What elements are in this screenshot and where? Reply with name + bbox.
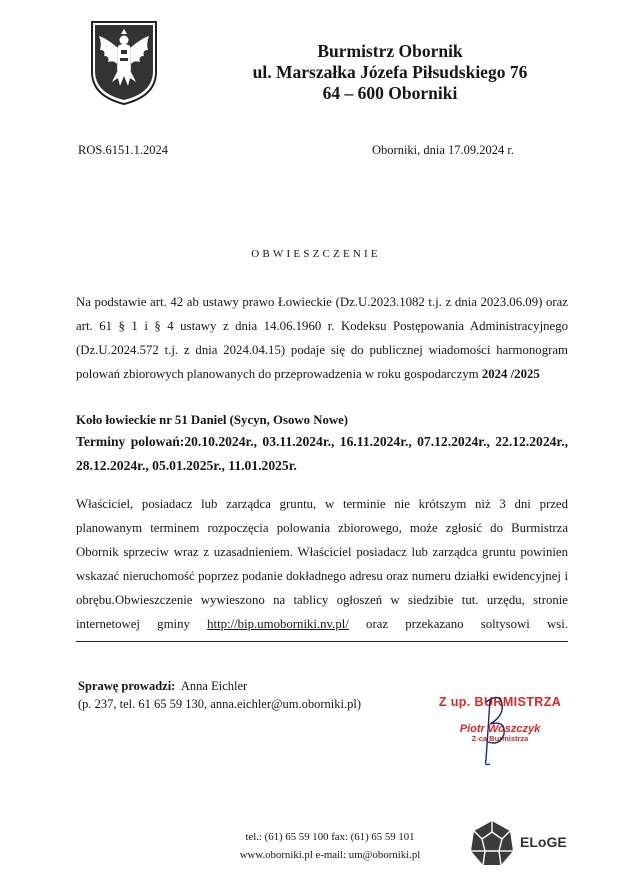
stamp-line-1: Z up. BURMISTRZA <box>438 695 562 709</box>
authority-street: ul. Marszałka Józefa Piłsudskiego 76 <box>252 62 528 82</box>
coat-of-arms-eagle-icon <box>90 20 158 106</box>
contact-label: Sprawę prowadzi: <box>78 679 176 693</box>
season: 2024 /2025 <box>481 367 540 381</box>
bip-link[interactable]: http://bip.umoborniki.nv.pl/ <box>207 617 349 631</box>
hunting-dates <box>76 430 568 478</box>
hunting-club: Koło łowieckie nr 51 Daniel (Sycyn, Osowo Nowe) <box>76 413 349 427</box>
contact-details: (p. 237, tel. 61 65 59 130, anna.eichler@um.oborniki.pl) <box>78 697 361 711</box>
notice-paragraph-2 <box>76 588 568 636</box>
authority-name: Burmistrz Obornik <box>317 41 463 61</box>
notice-paragraph-1: Właściciel, posiadacz lub zarządca gruntu, w terminie nie krótszym niż 3 dni przed planowanym terminem rozpoczęcia polowania zbiorowego, może zgłosić do Burmistrza Obornik sprzeciw wraz z uzasadnieniem. Właściciel posiadacz lub zarządca gruntu powinien wskazać nieruchomość poprzez podanie dokładnego adresu oraz numeru działki ewidencyjnej i obrębu. <box>76 497 568 607</box>
terms-label: Terminy polowań: <box>76 434 185 449</box>
handwritten-signature <box>460 690 530 770</box>
notice-before-link: Obwieszczenie wywieszono na tablicy ogłoszeń w siedzibie tut. urzędu, stronie internetowej gminy <box>76 593 568 631</box>
eloge-logo-icon <box>468 818 516 868</box>
stamp-signer-title: Z-ca Burmistrza <box>471 734 529 743</box>
intro-paragraph <box>76 290 568 386</box>
place-date: Oborniki, dnia 17.09.2024 r. <box>372 143 515 157</box>
divider-line <box>76 641 568 642</box>
document-title: OBWIESZCZENIE <box>251 248 381 260</box>
footer-phones: tel.: (61) 65 59 100 fax: (61) 65 59 101 <box>245 831 415 843</box>
stamp-signer-name: Piotr Woszczyk <box>459 723 541 735</box>
footer-web: www.oborniki.pl e-mail: um@oborniki.pl <box>239 849 421 861</box>
eloge-label: ELoGE <box>520 834 567 850</box>
authority-postal: 64 – 600 Oborniki <box>322 83 458 103</box>
contact-name: Anna Eichler <box>180 679 248 693</box>
contact-line <box>78 676 247 696</box>
reference-number: ROS.6151.1.2024 <box>78 143 168 157</box>
intro-text: Na podstawie art. 42 ab ustawy prawo Łowieckie (Dz.U.2023.1082 t.j. z dnia 2023.06.09) oraz art. 61 § 1 i § 4 ustawy z dnia 14.06.1960 r. Kodeksu Postępowania Administracyjnego (Dz.U.2024.572 t.j. z dnia 2024.04.15) podaje się do publicznej wiadomości harmonogram polowań zbiorowych planowanych do przeprowadzenia w roku gospodarczym <box>76 295 568 381</box>
notice-after-link: oraz przekazano soltysowi wsi. <box>366 617 568 631</box>
terms-dates: 20.10.2024r., 03.11.2024r., 16.11.2024r., 07.12.2024r., 22.12.2024r., 28.12.2024r., 05.01.2025r., 11.01.2025r. <box>76 434 568 473</box>
